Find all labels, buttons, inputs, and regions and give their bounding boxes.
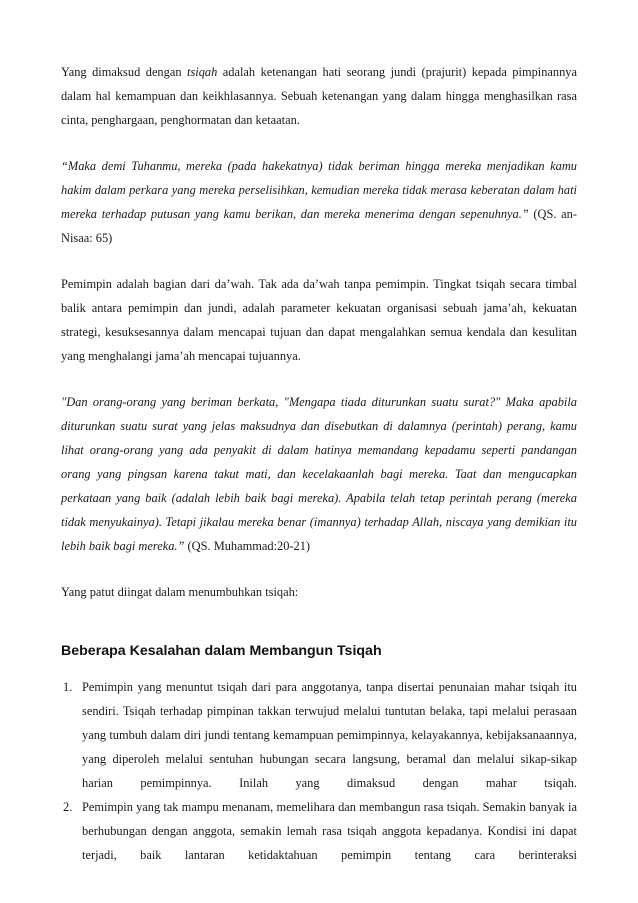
paragraph-leadership: Pemimpin adalah bagian dari da’wah. Tak ada da’wah tanpa pemimpin. Tingkat tsiqah secara timbal balik antara pemimpin dan jundi, adalah parameter kekuatan organisasi sebuah jama’ah, kekuatan strategi, kesuksesannya dalam mencapai tujuan dan dapat mengalahkan semua kendala dan kesulitan yang menghalangi jama’ah mencapai tujuannya. [61, 277, 577, 363]
list-item [61, 795, 577, 867]
emphasis-term: tsiqah [187, 65, 218, 79]
paragraph-text: adalah ketenangan hati seorang jundi (prajurit) kepada pimpinannya dalam hal kemampuan dan keikhlasannya. Sebuah ketenangan yang dalam hingga menghasilkan rasa cinta, penghargaan, penghormatan dan ketaatan. [61, 65, 577, 127]
list-number: 1. [63, 680, 73, 694]
document-page [61, 60, 577, 867]
paragraph-reminder: Yang patut diingat dalam menumbuhkan tsiqah: [61, 585, 299, 599]
quote-reference: (QS. an-Nisaa: 65) [61, 207, 577, 245]
list-item [61, 675, 577, 795]
section-heading: Beberapa Kesalahan dalam Membangun Tsiqah [61, 643, 382, 659]
list-item-text: Pemimpin yang menuntut tsiqah dari para anggotanya, tanpa disertai penunaian mahar tsiqah itu sendiri. Tsiqah terhadap pimpinan takkan terwujud melalui tuntutan belaka, tapi melalui perasaan yang tumbuh dalam diri jundi tentang kemampuan pemimpinnya, kelayakannya, kebijaksanaannya, yang diperoleh melalui sentuhan hubungan secara langsung, beramal dan melalui sikap-sikap harian pemimpinnya. Inilah yang dimaksud dengan mahar tsiqah. [82, 680, 577, 790]
paragraph-definition [61, 60, 577, 132]
quote-reference: (QS. Muhammad:20-21) [184, 539, 311, 553]
list-number: 2. [63, 800, 73, 814]
quote-text: "Dan orang-orang yang beriman berkata, "Mengapa tiada diturunkan suatu surat?" Maka apabila diturunkan suatu surat yang jelas maksudnya dan disebutkan di dalamnya (perintah) perang, kamu lihat orang-orang yang ada penyakit di dalam hatinya memandang kepadamu seperti pandangan orang yang pingsan karena takut mati, dan kecelakaanlah bagi mereka. Taat dan mengucapkan perkataan yang baik (adalah lebih baik bagi mereka). Apabila telah tetap perintah perang (mereka tidak menyukainya). Tetapi jikalau mereka benar (imannya) terhadap Allah, niscaya yang demikian itu lebih baik bagi mereka.” [61, 395, 577, 553]
mistakes-list [61, 675, 577, 867]
quote-text: “Maka demi Tuhanmu, mereka (pada hakekatnya) tidak beriman hingga mereka menjadikan kamu hakim dalam perkara yang mereka perselisihkan, kemudian mereka tidak merasa keberatan dalam hati mereka terhadap putusan yang kamu berikan, dan mereka menerima dengan sepenuhnya.” [61, 159, 577, 221]
quote-muhammad [61, 390, 577, 558]
list-item-text: Pemimpin yang tak mampu menanam, memelihara dan membangun rasa tsiqah. Semakin banyak ia berhubungan dengan anggota, semakin lemah rasa tsiqah anggota kepadanya. Kondisi ini dapat terjadi, baik lantaran ketidaktahuan pemimpin tentang cara berinteraksi [82, 800, 577, 862]
paragraph-text: Yang dimaksud dengan [61, 65, 188, 79]
quote-an-nisaa [61, 154, 577, 250]
